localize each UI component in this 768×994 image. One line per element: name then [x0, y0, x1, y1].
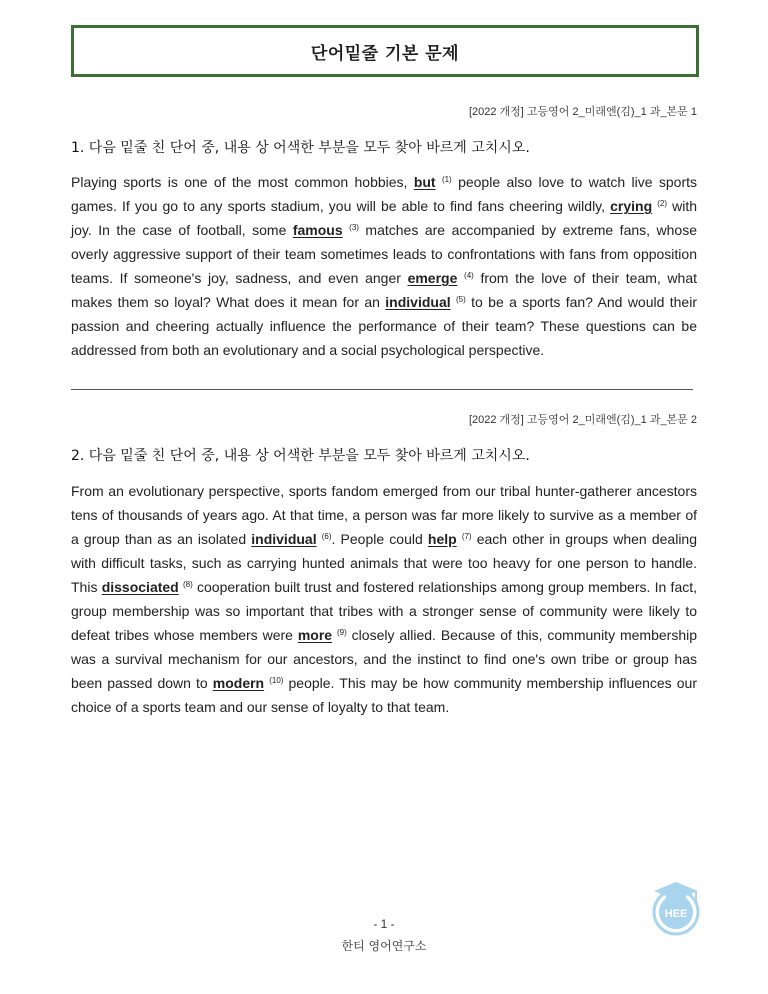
passage-text: Playing sports is one of the most common hobbies, [71, 174, 414, 190]
blank-number: (10) [269, 676, 284, 685]
question-2: 2. 다음 밑줄 친 단어 중, 내용 상 어색한 부분을 모두 찾아 바르게 고치시오. [71, 448, 530, 464]
blank-number: (4) [464, 271, 474, 280]
passage-text: each other in groups when dealing with difficult tasks, such as carrying hunted animals that were too heavy for one person to handle. This [71, 531, 697, 595]
blank-number: (2) [657, 199, 668, 208]
source-label-2: [2022 개정] 고등영어 2_미래엔(김)_1 과_본문 2 [468, 414, 697, 426]
title-box [71, 25, 699, 77]
blank-number: (7) [461, 532, 472, 541]
source-label-1: [2022 개정] 고등영어 2_미래엔(김)_1 과_본문 1 [468, 106, 697, 118]
passage-text: cooperation built trust and fostered relationships among group members. In fact, group membership was so important that tribes with a stronger sense of community were likely to defeat tribes whose members were [71, 579, 698, 643]
passage-text: with joy. In the case of football, some [71, 198, 697, 238]
passage-text: to be a sports fan? And would their passion and cheering actually influence the performance of their team? These questions can be addressed from both an evolutionary and a social psychological perspective. [71, 294, 697, 358]
question-1: 1. 다음 밑줄 친 단어 중, 내용 상 어색한 부분을 모두 찾아 바르게 고치시오. [71, 140, 530, 156]
section-divider [71, 389, 693, 390]
passage-text: from the love of their team, what makes them so loyal? What does it mean for an [71, 270, 697, 310]
blank-number: (1) [441, 175, 452, 184]
passage-text: closely allied. Because of this, community membership was a survival mechanism for our ancestors, and the instinct to find one's own tribe or group has been passed down to [71, 627, 698, 691]
underlined-word: modern [212, 675, 265, 691]
blank-number: (3) [349, 223, 359, 232]
passage-1 [71, 170, 697, 362]
hee-logo-icon [648, 878, 704, 938]
footer-institute: 한티 영어연구소 [341, 939, 427, 953]
underlined-word: dissociated [101, 579, 179, 595]
passage-text: From an evolutionary perspective, sports fandom emerged from our tribal hunter-gatherer ancestors tens of thousands of years ago. At that time, a person was far more likely to survive as a member of a group than as an isolated [71, 483, 697, 547]
blank-number: (8) [182, 580, 193, 589]
blank-number: (6) [321, 532, 332, 541]
blank-number: (5) [455, 295, 466, 304]
passage-text: people. This may be how community membership influences our choice of a sports team and our sense of loyalty to that team. [71, 675, 697, 715]
passage-text: . People could [331, 531, 428, 547]
underlined-word: individual [251, 531, 317, 547]
blank-number: (9) [336, 628, 347, 637]
underlined-word: individual [385, 294, 451, 310]
underlined-word: help [427, 531, 457, 547]
underlined-word: more [297, 627, 333, 643]
logo-text: HEE [664, 908, 688, 920]
underlined-word: but [413, 174, 436, 190]
page-title: 단어밑줄 기본 문제 [310, 43, 460, 64]
underlined-word: crying [610, 198, 653, 214]
passage-2 [71, 479, 697, 719]
passage-text: people also love to watch live sports games. If you go to any sports stadium, you will be able to find fans cheering wildly, [71, 174, 697, 214]
page-number: - 1 - [373, 917, 395, 931]
passage-text: matches are accompanied by extreme fans, whose overly aggressive support of their team sometimes leads to confrontations with fans from opposition teams. If someone's joy, sadness, and even anger [71, 222, 697, 286]
underlined-word: famous [292, 222, 343, 238]
underlined-word: emerge [407, 270, 458, 286]
